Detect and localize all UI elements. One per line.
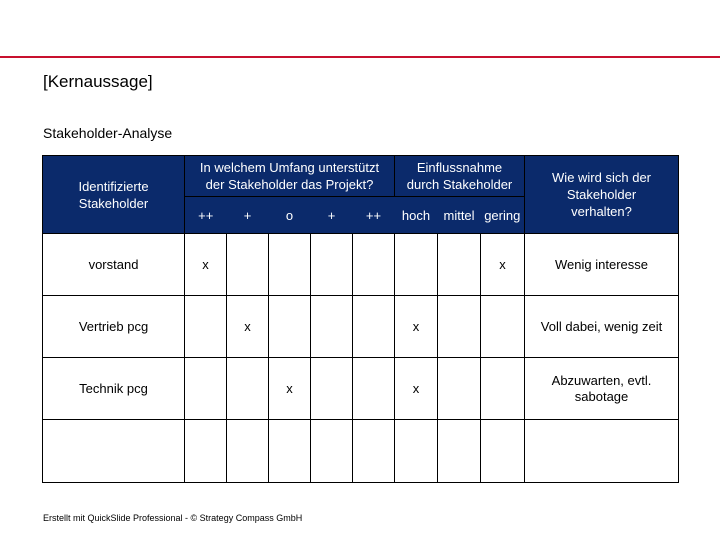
- influence-cell: [438, 358, 481, 420]
- support-cell: [353, 420, 395, 483]
- support-scale-label: o: [269, 197, 311, 234]
- top-accent-line: [0, 56, 720, 58]
- support-scale-label: +: [227, 197, 269, 234]
- support-cell: [353, 234, 395, 296]
- influence-scale-label: hoch: [395, 197, 438, 234]
- support-scale-label: ++: [185, 197, 227, 234]
- behavior-cell: Abzuwarten, evtl. sabotage: [525, 358, 679, 420]
- influence-cell: x: [481, 234, 525, 296]
- influence-cell: [438, 296, 481, 358]
- footer-credit: Erstellt mit QuickSlide Professional - © Strategy Compass GmbH: [43, 513, 303, 523]
- page-subtitle: Stakeholder-Analyse: [43, 125, 173, 141]
- influence-cell: [438, 420, 481, 483]
- support-cell: [311, 358, 353, 420]
- header-behavior-question: Wie wird sich der Stakeholder verhalten?: [525, 156, 679, 234]
- influence-cell: [395, 420, 438, 483]
- support-cell: [269, 420, 311, 483]
- support-cell: [311, 296, 353, 358]
- header-influence-question: Einflussnahme durch Stakeholder: [395, 156, 525, 197]
- behavior-cell: Wenig interesse: [525, 234, 679, 296]
- influence-cell: x: [395, 358, 438, 420]
- table-row: [43, 234, 679, 296]
- influence-cell: [395, 234, 438, 296]
- influence-cell: x: [395, 296, 438, 358]
- support-cell: [353, 296, 395, 358]
- influence-scale-label: mittel: [438, 197, 481, 234]
- stakeholder-name: Vertrieb pcg: [43, 296, 185, 358]
- influence-cell: [481, 420, 525, 483]
- table-row: [43, 296, 679, 358]
- support-cell: x: [227, 296, 269, 358]
- behavior-cell: Voll dabei, wenig zeit: [525, 296, 679, 358]
- table-row: [43, 358, 679, 420]
- support-cell: [227, 420, 269, 483]
- support-scale-label: ++: [353, 197, 395, 234]
- table-row: [43, 420, 679, 483]
- support-cell: [227, 234, 269, 296]
- support-cell: x: [185, 234, 227, 296]
- influence-cell: [481, 296, 525, 358]
- stakeholder-table: [42, 155, 679, 483]
- stakeholder-name: vorstand: [43, 234, 185, 296]
- page-title: [Kernaussage]: [43, 72, 153, 91]
- support-cell: [269, 296, 311, 358]
- support-cell: [185, 296, 227, 358]
- support-cell: [311, 420, 353, 483]
- stakeholder-name: [43, 420, 185, 483]
- support-scale-label: +: [311, 197, 353, 234]
- influence-scale-label: gering: [481, 197, 525, 234]
- influence-cell: [481, 358, 525, 420]
- stakeholder-name: Technik pcg: [43, 358, 185, 420]
- support-cell: [311, 234, 353, 296]
- support-cell: [353, 358, 395, 420]
- header-support-question: In welchem Umfang unterstützt der Stakeholder das Projekt?: [185, 156, 395, 197]
- support-cell: [185, 358, 227, 420]
- support-cell: [269, 234, 311, 296]
- support-cell: x: [269, 358, 311, 420]
- support-cell: [185, 420, 227, 483]
- influence-cell: [438, 234, 481, 296]
- behavior-cell: [525, 420, 679, 483]
- support-cell: [227, 358, 269, 420]
- header-stakeholder: Identifizierte Stakeholder: [43, 156, 185, 234]
